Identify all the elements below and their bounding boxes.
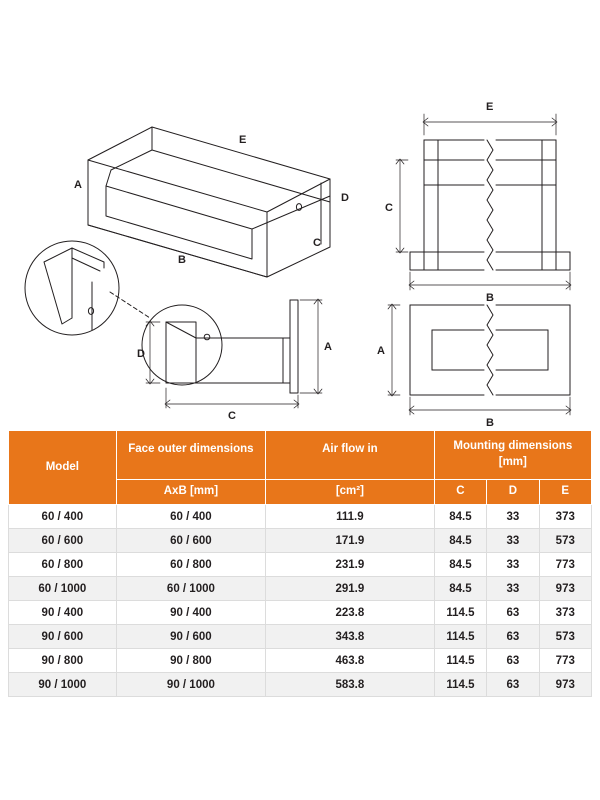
table-row — [9, 553, 592, 577]
cell-face-outer: 90 / 1000 — [116, 673, 265, 697]
cell-model: 60 / 600 — [9, 529, 117, 553]
header-air-flow — [266, 431, 435, 480]
cell-face-outer: 60 / 400 — [116, 505, 265, 529]
cell-d: 33 — [487, 505, 539, 529]
header-c: C — [434, 480, 487, 505]
label-side-D: D — [137, 348, 145, 360]
mounting-elevation-view — [410, 140, 570, 270]
header-mounting-dimensions — [434, 431, 591, 480]
label-iso-D: D — [341, 192, 349, 204]
cell-c: 84.5 — [434, 505, 487, 529]
cell-face-outer: 60 / 800 — [116, 553, 265, 577]
cell-e: 773 — [539, 553, 591, 577]
detail-bubble-corner — [25, 241, 150, 335]
specification-table — [8, 430, 592, 697]
label-front-B: B — [486, 417, 494, 429]
cell-d: 33 — [487, 577, 539, 601]
table-header — [9, 431, 592, 505]
label-elev-B: B — [486, 292, 494, 304]
header-face-outer-units: AxB [mm] — [116, 480, 265, 505]
header-air-flow-units: [cm²] — [266, 480, 435, 505]
cell-face-outer: 90 / 600 — [116, 625, 265, 649]
table-body — [9, 505, 592, 697]
cell-e: 973 — [539, 673, 591, 697]
label-elev-E: E — [486, 101, 494, 113]
cell-e: 973 — [539, 577, 591, 601]
front-face-view — [410, 305, 570, 395]
label-elev-C: C — [385, 202, 393, 214]
label-side-C: C — [228, 410, 236, 422]
label-iso-E: E — [239, 134, 247, 146]
cell-air-flow: 223.8 — [266, 601, 435, 625]
cell-c: 114.5 — [434, 601, 487, 625]
table-row — [9, 577, 592, 601]
side-view-dimensions — [146, 299, 322, 408]
cell-face-outer: 90 / 800 — [116, 649, 265, 673]
label-iso-B: B — [178, 254, 186, 266]
cell-e: 773 — [539, 649, 591, 673]
header-air-flow-title: Air flow in — [322, 443, 378, 456]
cell-model: 90 / 1000 — [9, 673, 117, 697]
cell-d: 63 — [487, 625, 539, 649]
cell-e: 373 — [539, 601, 591, 625]
cell-face-outer: 90 / 400 — [116, 601, 265, 625]
cell-air-flow: 343.8 — [266, 625, 435, 649]
cell-model: 90 / 800 — [9, 649, 117, 673]
cell-air-flow: 171.9 — [266, 529, 435, 553]
cell-c: 84.5 — [434, 577, 487, 601]
cell-air-flow: 231.9 — [266, 553, 435, 577]
cell-c: 114.5 — [434, 673, 487, 697]
cell-face-outer: 60 / 1000 — [116, 577, 265, 601]
label-iso-C: C — [313, 237, 321, 249]
table-row — [9, 625, 592, 649]
header-d: D — [487, 480, 539, 505]
header-e: E — [539, 480, 591, 505]
cell-model: 60 / 800 — [9, 553, 117, 577]
header-model: Model — [9, 431, 117, 505]
label-iso-A: A — [74, 179, 82, 191]
side-section-view — [142, 300, 298, 393]
label-front-A: A — [377, 345, 385, 357]
cell-c: 114.5 — [434, 649, 487, 673]
cell-model: 60 / 400 — [9, 505, 117, 529]
table-row — [9, 601, 592, 625]
cell-c: 114.5 — [434, 625, 487, 649]
cell-face-outer: 60 / 600 — [116, 529, 265, 553]
front-face-dimensions — [388, 304, 571, 415]
cell-c: 84.5 — [434, 553, 487, 577]
cell-air-flow: 111.9 — [266, 505, 435, 529]
table-row — [9, 649, 592, 673]
table-row — [9, 505, 592, 529]
cell-e: 573 — [539, 625, 591, 649]
cell-model: 90 / 600 — [9, 625, 117, 649]
cell-model: 60 / 1000 — [9, 577, 117, 601]
header-face-outer-title: Face outer dimensions — [128, 443, 254, 456]
cell-air-flow: 583.8 — [266, 673, 435, 697]
cell-air-flow: 291.9 — [266, 577, 435, 601]
cell-d: 63 — [487, 601, 539, 625]
cell-d: 63 — [487, 673, 539, 697]
header-mounting-units: [mm] — [498, 456, 527, 468]
isometric-view — [88, 127, 330, 277]
label-side-A: A — [324, 341, 332, 353]
cell-model: 90 / 400 — [9, 601, 117, 625]
cell-air-flow: 463.8 — [266, 649, 435, 673]
cell-d: 63 — [487, 649, 539, 673]
table-row — [9, 673, 592, 697]
cell-d: 33 — [487, 529, 539, 553]
cell-d: 33 — [487, 553, 539, 577]
cell-e: 373 — [539, 505, 591, 529]
table-row — [9, 529, 592, 553]
cell-e: 573 — [539, 529, 591, 553]
header-mounting-title: Mounting dimensions — [453, 440, 573, 453]
cell-c: 84.5 — [434, 529, 487, 553]
header-face-outer-dimensions — [116, 431, 265, 480]
